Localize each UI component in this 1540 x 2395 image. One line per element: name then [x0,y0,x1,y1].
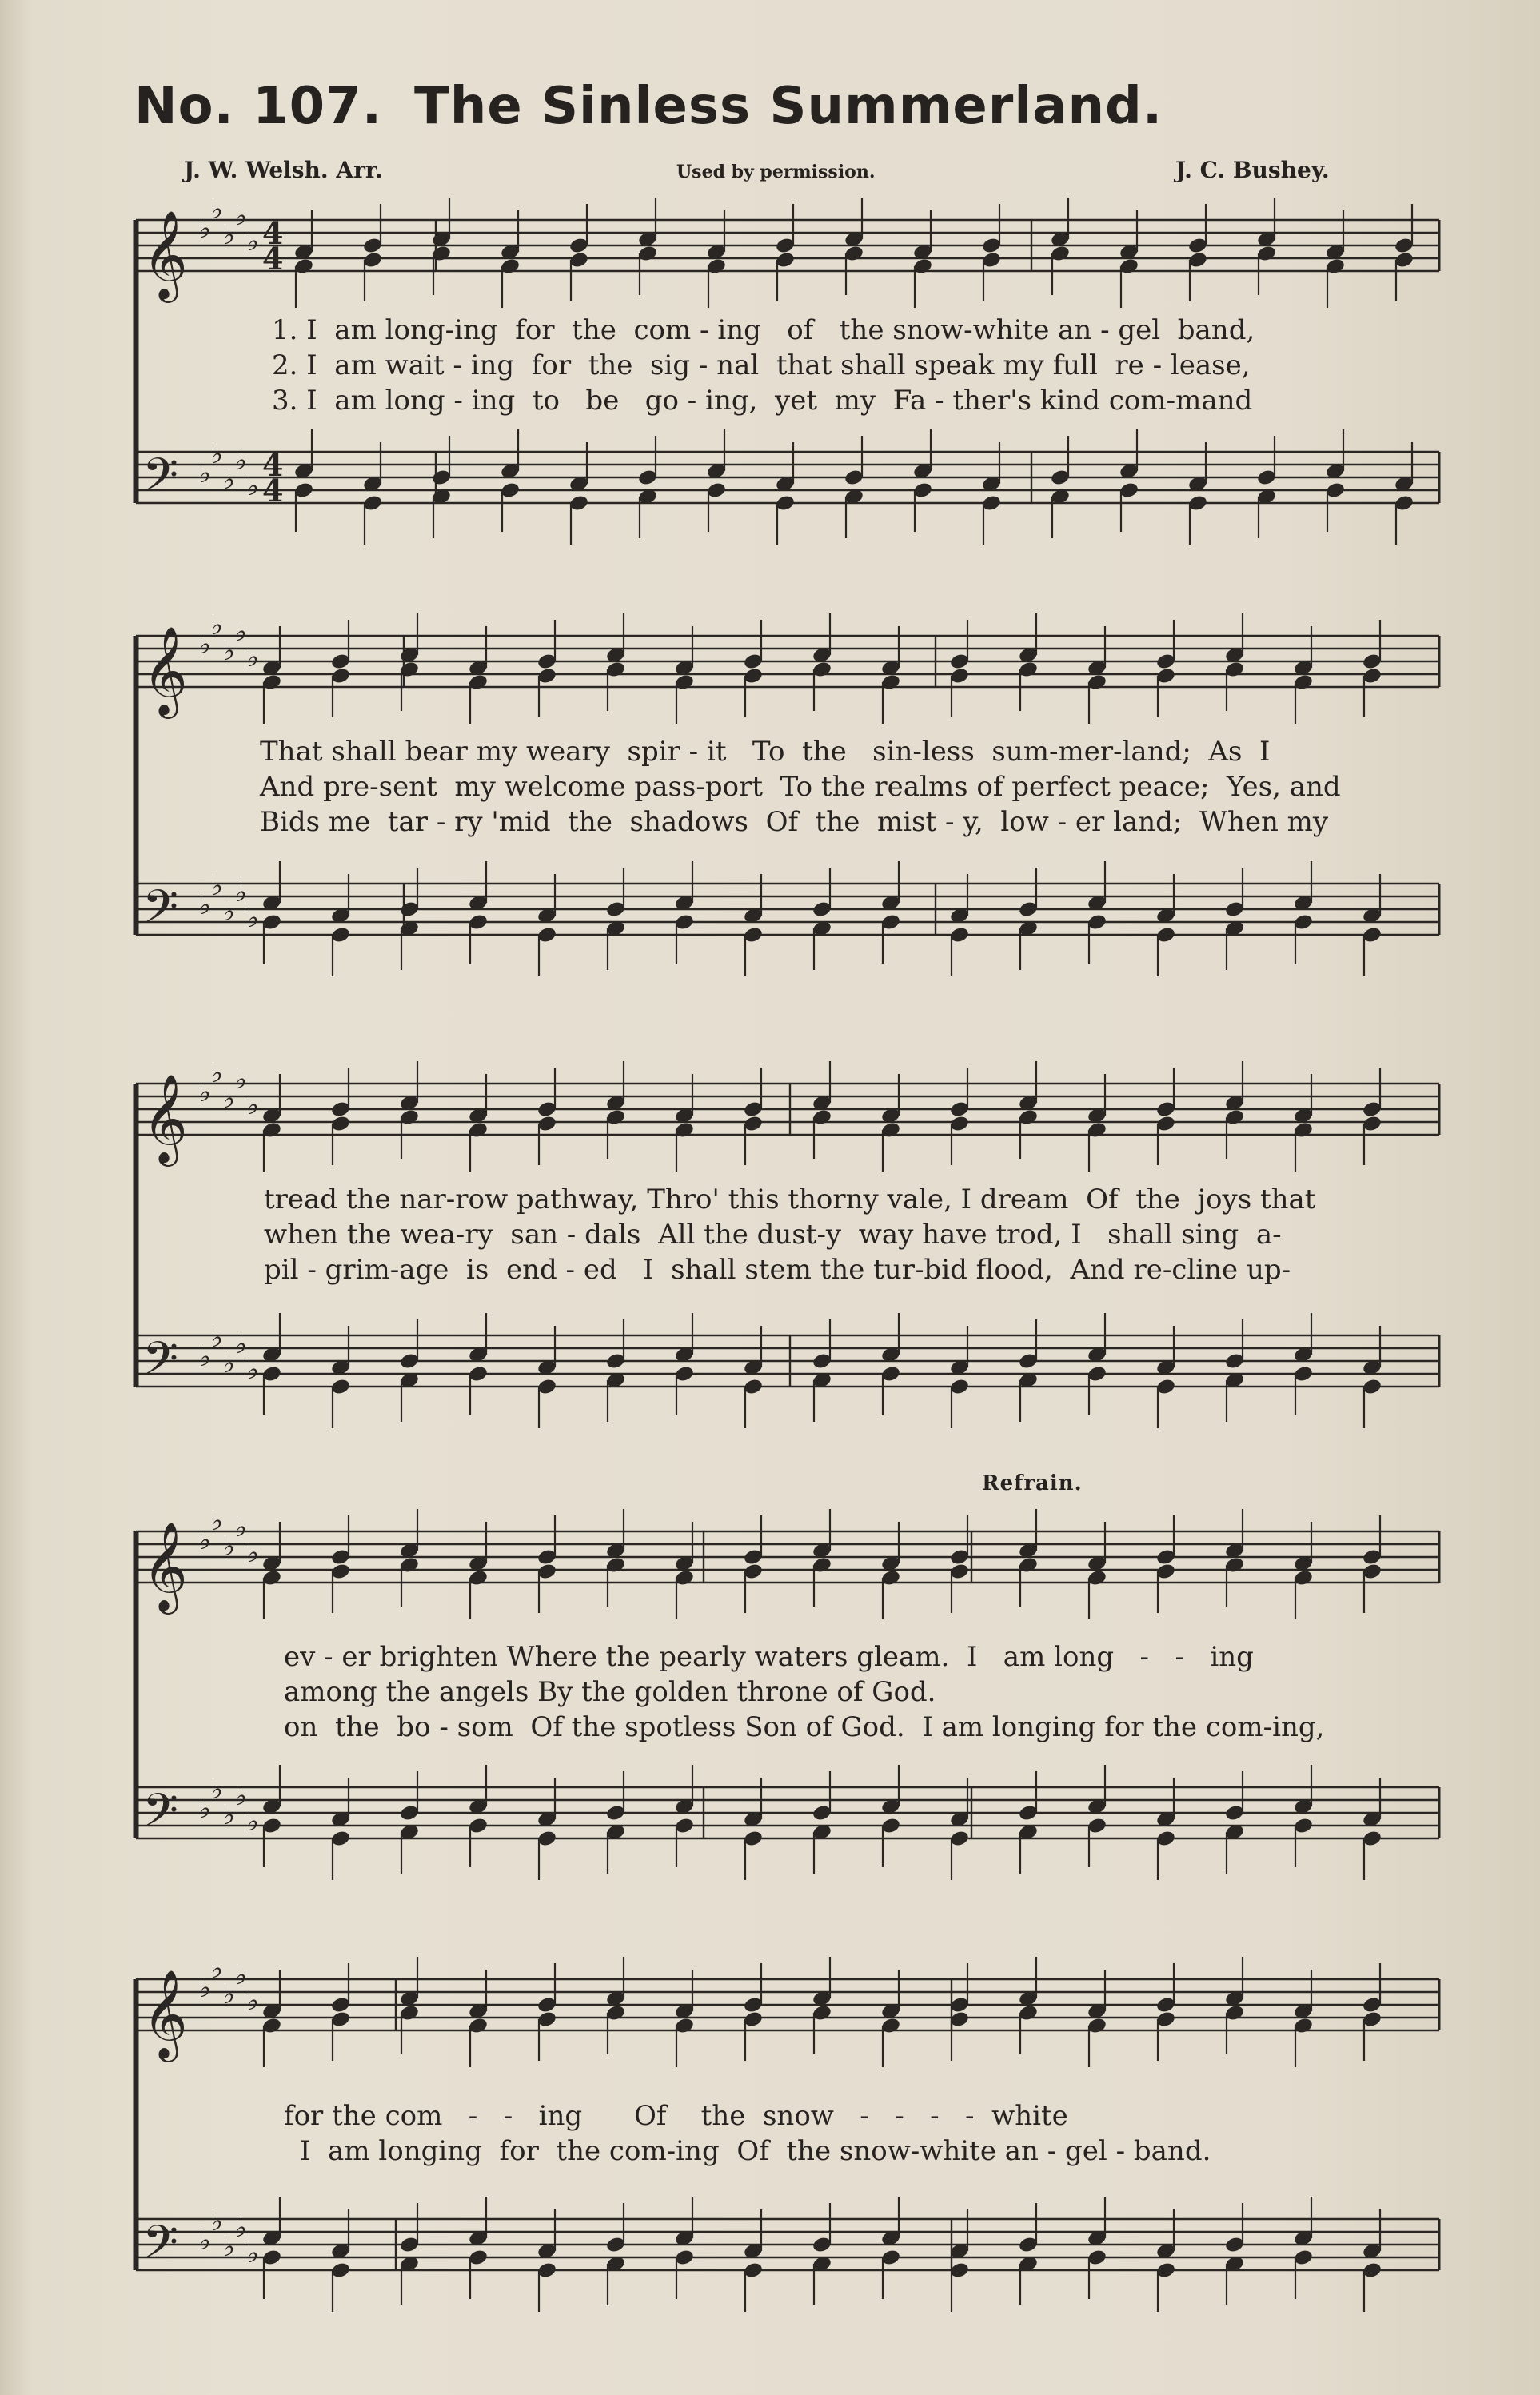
flat-sign-icon: ♭ [222,1531,236,1563]
staff [136,1531,1439,1583]
treble-clef-icon: 𝄞 [142,1969,188,2058]
hymn-number: No. 107. [134,77,383,136]
music-system-5 [120,1951,1447,2319]
hymn-header [134,77,1163,136]
bass-clef-icon: 𝄢 [142,448,179,513]
music-system-1 [120,194,1447,552]
flat-sign-icon: ♭ [222,2231,236,2263]
flat-sign-icon: ♭ [222,464,236,496]
flat-sign-icon: ♭ [246,1354,260,1386]
flat-sign-icon: ♭ [246,1985,260,2017]
staff [136,884,1439,935]
staff [136,1979,1439,2030]
flat-sign-icon: ♭ [198,629,212,661]
hymn-title: The Sinless Summerland. [414,77,1163,136]
flat-sign-icon: ♭ [198,889,212,921]
flat-sign-icon: ♭ [222,896,236,928]
flat-sign-icon: ♭ [210,1322,224,1354]
bass-clef-icon: 𝄢 [142,1331,179,1397]
flat-sign-icon: ♭ [234,1328,248,1360]
treble-clef-icon: 𝄞 [142,625,188,715]
flat-sign-icon: ♭ [246,1089,260,1121]
flat-sign-icon: ♭ [210,194,224,226]
treble-clef-icon: 𝄞 [142,1521,188,1611]
time-signature: 4 [262,215,284,251]
flat-sign-icon: ♭ [210,1505,224,1537]
flat-sign-icon: ♭ [198,457,212,489]
flat-sign-icon: ♭ [246,1537,260,1569]
flat-sign-icon: ♭ [210,438,224,470]
flat-sign-icon: ♭ [246,902,260,934]
flat-sign-icon: ♭ [198,1972,212,2004]
flat-sign-icon: ♭ [198,213,212,245]
music-system-4 [120,1503,1447,1887]
lyric-line: Bids me tar - ry 'mid the shadows Of the mist - y, low - er land; When my [260,806,1329,838]
flat-sign-icon: ♭ [222,219,236,251]
flat-sign-icon: ♭ [234,876,248,908]
flat-sign-icon: ♭ [234,1064,248,1096]
flat-sign-icon: ♭ [210,609,224,641]
staff [136,1084,1439,1135]
bass-clef-icon: 𝄢 [142,880,179,945]
flat-sign-icon: ♭ [234,616,248,648]
lyric-line: 3. I am long - ing to be go - ing, yet my Fa - ther's kind com-mand [272,385,1253,417]
flat-sign-icon: ♭ [222,1799,236,1831]
flat-sign-icon: ♭ [234,1780,248,1812]
time-signature: 4 [262,241,284,277]
music-credit: J. C. Bushey. [1175,157,1330,183]
flat-sign-icon: ♭ [234,1959,248,1991]
flat-sign-icon: ♭ [198,1524,212,1556]
flat-sign-icon: ♭ [246,2237,260,2269]
time-signature: 4 [262,473,284,509]
flat-sign-icon: ♭ [234,200,248,232]
flat-sign-icon: ♭ [210,870,224,902]
lyric-line: on the bo - som Of the spotless Son of God. I am longing for the com-ing, [284,1711,1325,1743]
flat-sign-icon: ♭ [198,1341,212,1373]
music-system-3 [120,1056,1447,1431]
bass-clef-icon: 𝄢 [142,1783,179,1849]
refrain-label: Refrain. [982,1471,1083,1495]
staff [136,1787,1439,1838]
flat-sign-icon: ♭ [210,1953,224,1985]
flat-sign-icon: ♭ [222,1083,236,1115]
flat-sign-icon: ♭ [222,1347,236,1379]
flat-sign-icon: ♭ [234,2212,248,2244]
words-credit: J. W. Welsh. Arr. [184,157,383,183]
flat-sign-icon: ♭ [210,2205,224,2237]
flat-sign-icon: ♭ [234,445,248,477]
flat-sign-icon: ♭ [210,1774,224,1806]
bass-clef-icon: 𝄢 [142,2215,179,2281]
flat-sign-icon: ♭ [246,1806,260,1838]
flat-sign-icon: ♭ [222,635,236,667]
flat-sign-icon: ♭ [198,2225,212,2257]
flat-sign-icon: ♭ [234,1511,248,1543]
flat-sign-icon: ♭ [246,226,260,257]
treble-clef-icon: 𝄞 [142,1073,188,1163]
flat-sign-icon: ♭ [198,1076,212,1108]
flat-sign-icon: ♭ [222,1978,236,2010]
lyric-line: That shall bear my weary spir - it To the sin-less sum-mer-land; As I [260,736,1271,768]
lyric-line: 1. I am long-ing for the com - ing of the snow-white an - gel band, [272,314,1255,346]
flat-sign-icon: ♭ [198,1793,212,1825]
lyric-line: tread the nar-row pathway, Thro' this thorny vale, I dream Of the joys that [264,1184,1316,1215]
staff [136,636,1439,687]
time-signature: 4 [262,447,284,483]
staff [136,1335,1439,1387]
lyric-line: I am longing for the com-ing Of the snow-white an - gel - band. [300,2135,1211,2167]
flat-sign-icon: ♭ [246,470,260,502]
music-system-2 [120,609,1447,984]
lyric-line: when the wea-ry san - dals All the dust-y way have trod, I shall sing a- [264,1219,1282,1251]
staff [136,2219,1439,2270]
flat-sign-icon: ♭ [210,1057,224,1089]
lyric-line: And pre-sent my welcome pass-port To the realms of perfect peace; Yes, and [260,771,1341,803]
lyric-line: 2. I am wait - ing for the sig - nal that shall speak my full re - lease, [272,349,1251,381]
treble-clef-icon: 𝄞 [142,210,188,299]
lyric-line: pil - grim-age is end - ed I shall stem the tur-bid flood, And re-cline up- [264,1254,1291,1286]
flat-sign-icon: ♭ [246,641,260,673]
lyric-line: for the com - - ing Of the snow - - - - white [284,2100,1068,2132]
lyric-line: among the angels By the golden throne of God. [284,1676,936,1708]
permission-note: Used by permission. [676,162,876,182]
lyric-line: ev - er brighten Where the pearly waters gleam. I am long - - ing [284,1641,1254,1673]
